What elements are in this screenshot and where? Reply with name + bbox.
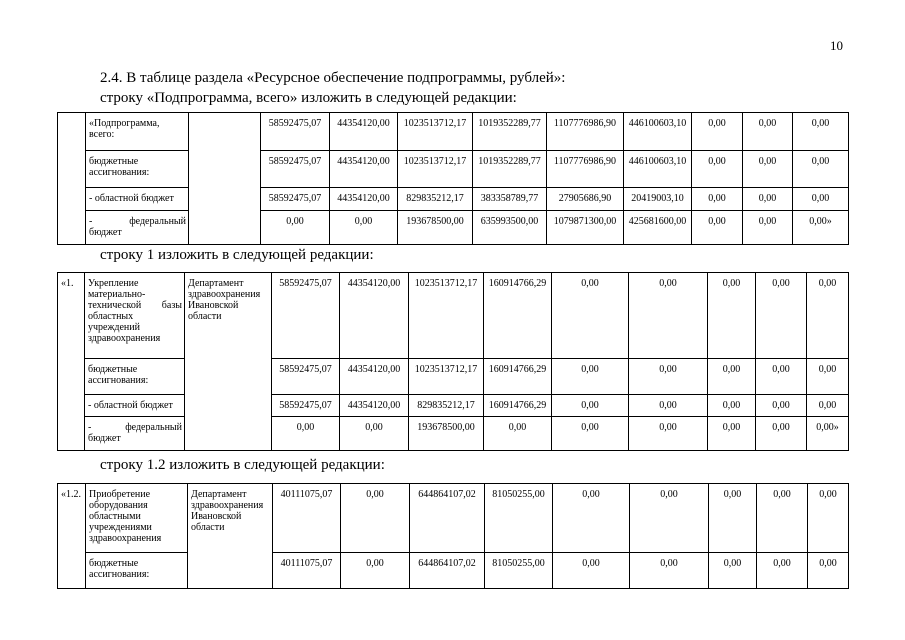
- row-label-federal: [85, 417, 185, 451]
- empty-cell: [58, 188, 86, 211]
- value-cell: 0,00: [808, 484, 849, 553]
- value-cell: 0,00: [709, 484, 757, 553]
- value-cell: 58592475,07: [261, 151, 330, 188]
- value-cell: 644864107,02: [410, 553, 485, 589]
- row-label: бюджетные ассигнования:: [85, 359, 185, 395]
- empty-cell: [58, 151, 86, 188]
- value-cell: 829835212,17: [398, 188, 473, 211]
- row-number: «1.: [58, 273, 85, 359]
- value-cell: 0,00: [708, 273, 756, 359]
- empty-cell: [189, 151, 261, 188]
- value-cell: 160914766,29: [484, 395, 552, 417]
- value-cell: 0,00: [692, 211, 743, 245]
- value-cell: 0,00: [756, 359, 807, 395]
- value-cell: 0,00: [272, 417, 340, 451]
- dash: -: [89, 216, 93, 227]
- row-label: бюджетные ассигнования:: [86, 151, 189, 188]
- value-cell: 0,00: [709, 553, 757, 589]
- value-cell: 193678500,00: [409, 417, 484, 451]
- value-cell: 0,00: [756, 395, 807, 417]
- value-cell: 0,00»: [793, 211, 849, 245]
- value-cell: 0,00: [552, 395, 629, 417]
- value-cell: 0,00: [341, 553, 410, 589]
- value-cell: 1023513712,17: [409, 273, 484, 359]
- value-cell: 0,00: [807, 359, 849, 395]
- value-cell: 0,00: [743, 151, 793, 188]
- budget-word: бюджет: [89, 227, 122, 238]
- value-cell: 1107776986,90: [547, 113, 624, 151]
- value-cell: 1019352289,77: [473, 151, 547, 188]
- row-title: Укрепление материально- технической базы областных учреждений здравоохранения: [85, 273, 185, 359]
- empty-cell: [189, 211, 261, 245]
- value-cell: 58592475,07: [272, 359, 340, 395]
- value-cell: 0,00: [743, 211, 793, 245]
- value-cell: 1107776986,90: [547, 151, 624, 188]
- value-cell: 0,00: [708, 417, 756, 451]
- value-cell: 0,00: [629, 417, 708, 451]
- empty-cell: [58, 113, 86, 151]
- value-cell: 0,00: [629, 273, 708, 359]
- value-cell: 44354120,00: [340, 359, 409, 395]
- value-cell: 1023513712,17: [398, 113, 473, 151]
- value-cell: 0,00: [756, 417, 807, 451]
- value-cell: 0,00: [708, 395, 756, 417]
- value-cell: 0,00: [484, 417, 552, 451]
- value-cell: 44354120,00: [330, 188, 398, 211]
- instruction-subprogram-total: строку «Подпрограмма, всего» изложить в следующей редакции:: [100, 90, 517, 106]
- value-cell: 160914766,29: [484, 273, 552, 359]
- value-cell: 0,00: [630, 553, 709, 589]
- value-cell: 425681600,00: [624, 211, 692, 245]
- value-cell: 40111075,07: [273, 553, 341, 589]
- instruction-row-1-2: строку 1.2 изложить в следующей редакции:: [100, 457, 385, 473]
- value-cell: 644864107,02: [410, 484, 485, 553]
- value-cell: 0,00: [261, 211, 330, 245]
- row-label: - областной бюджет: [85, 395, 185, 417]
- department: Департамент здравоохранения Ивановской области: [185, 273, 272, 359]
- department: Департамент здравоохранения Ивановской области: [188, 484, 273, 553]
- value-cell: 383358789,77: [473, 188, 547, 211]
- value-cell: 40111075,07: [273, 484, 341, 553]
- value-cell: 635993500,00: [473, 211, 547, 245]
- value-cell: 0,00: [692, 113, 743, 151]
- value-cell: 0,00: [552, 359, 629, 395]
- subprogram-total-table: [57, 112, 849, 245]
- empty-cell: [188, 553, 273, 589]
- empty-cell: [189, 113, 261, 151]
- value-cell: 0,00: [692, 188, 743, 211]
- value-cell: 58592475,07: [261, 113, 330, 151]
- row-title: Приобретение оборудования областными учреждениями здравоохранения: [86, 484, 188, 553]
- row-1-2-table: [57, 483, 849, 589]
- value-cell: 0,00: [708, 359, 756, 395]
- value-cell: 44354120,00: [340, 273, 409, 359]
- value-cell: 0,00: [793, 113, 849, 151]
- empty-cell: [185, 359, 272, 395]
- value-cell: 0,00: [743, 113, 793, 151]
- value-cell: 0,00: [552, 417, 629, 451]
- value-cell: 0,00: [793, 188, 849, 211]
- value-cell: 0,00: [341, 484, 410, 553]
- value-cell: 446100603,10: [624, 151, 692, 188]
- value-cell: 81050255,00: [485, 553, 553, 589]
- value-cell: 0,00: [793, 151, 849, 188]
- value-cell: 44354120,00: [330, 151, 398, 188]
- page-number: 10: [830, 38, 843, 53]
- value-cell: 58592475,07: [272, 273, 340, 359]
- value-cell: 0,00: [340, 417, 409, 451]
- row-label: «Подпрограмма, всего:: [86, 113, 189, 151]
- value-cell: 829835212,17: [409, 395, 484, 417]
- dash: -: [88, 422, 92, 433]
- value-cell: 0,00: [553, 553, 630, 589]
- empty-cell: [58, 211, 86, 245]
- value-cell: 81050255,00: [485, 484, 553, 553]
- empty-cell: [58, 359, 85, 395]
- value-cell: 27905686,90: [547, 188, 624, 211]
- value-cell: 0,00: [807, 395, 849, 417]
- row-1-table: [57, 272, 849, 451]
- empty-cell: [58, 417, 85, 451]
- value-cell: 0,00: [757, 484, 808, 553]
- value-cell: 446100603,10: [624, 113, 692, 151]
- value-cell: 0,00: [756, 273, 807, 359]
- row-label-federal: [86, 211, 189, 245]
- value-cell: 0,00: [743, 188, 793, 211]
- value-cell: 0,00»: [807, 417, 849, 451]
- empty-cell: [58, 395, 85, 417]
- empty-cell: [58, 553, 86, 589]
- value-cell: 0,00: [808, 553, 849, 589]
- value-cell: 1019352289,77: [473, 113, 547, 151]
- value-cell: 0,00: [629, 395, 708, 417]
- value-cell: 0,00: [629, 359, 708, 395]
- federal-word: федеральный: [125, 422, 182, 433]
- value-cell: 160914766,29: [484, 359, 552, 395]
- instruction-row-1: строку 1 изложить в следующей редакции:: [100, 247, 374, 263]
- value-cell: 0,00: [553, 484, 630, 553]
- value-cell: 44354120,00: [340, 395, 409, 417]
- value-cell: 20419003,10: [624, 188, 692, 211]
- row-label: бюджетные ассигнования:: [86, 553, 188, 589]
- value-cell: 0,00: [552, 273, 629, 359]
- value-cell: 0,00: [630, 484, 709, 553]
- value-cell: 0,00: [807, 273, 849, 359]
- value-cell: 193678500,00: [398, 211, 473, 245]
- empty-cell: [185, 417, 272, 451]
- empty-cell: [185, 395, 272, 417]
- value-cell: 44354120,00: [330, 113, 398, 151]
- value-cell: 0,00: [330, 211, 398, 245]
- value-cell: 0,00: [757, 553, 808, 589]
- row-number: «1.2.: [58, 484, 86, 553]
- section-heading: 2.4. В таблице раздела «Ресурсное обеспечение подпрограммы, рублей»:: [100, 70, 566, 86]
- budget-word: бюджет: [88, 433, 121, 444]
- empty-cell: [189, 188, 261, 211]
- row-label: - областной бюджет: [86, 188, 189, 211]
- federal-word: федеральный: [129, 216, 186, 227]
- value-cell: 1079871300,00: [547, 211, 624, 245]
- value-cell: 0,00: [692, 151, 743, 188]
- value-cell: 1023513712,17: [398, 151, 473, 188]
- value-cell: 58592475,07: [272, 395, 340, 417]
- value-cell: 1023513712,17: [409, 359, 484, 395]
- value-cell: 58592475,07: [261, 188, 330, 211]
